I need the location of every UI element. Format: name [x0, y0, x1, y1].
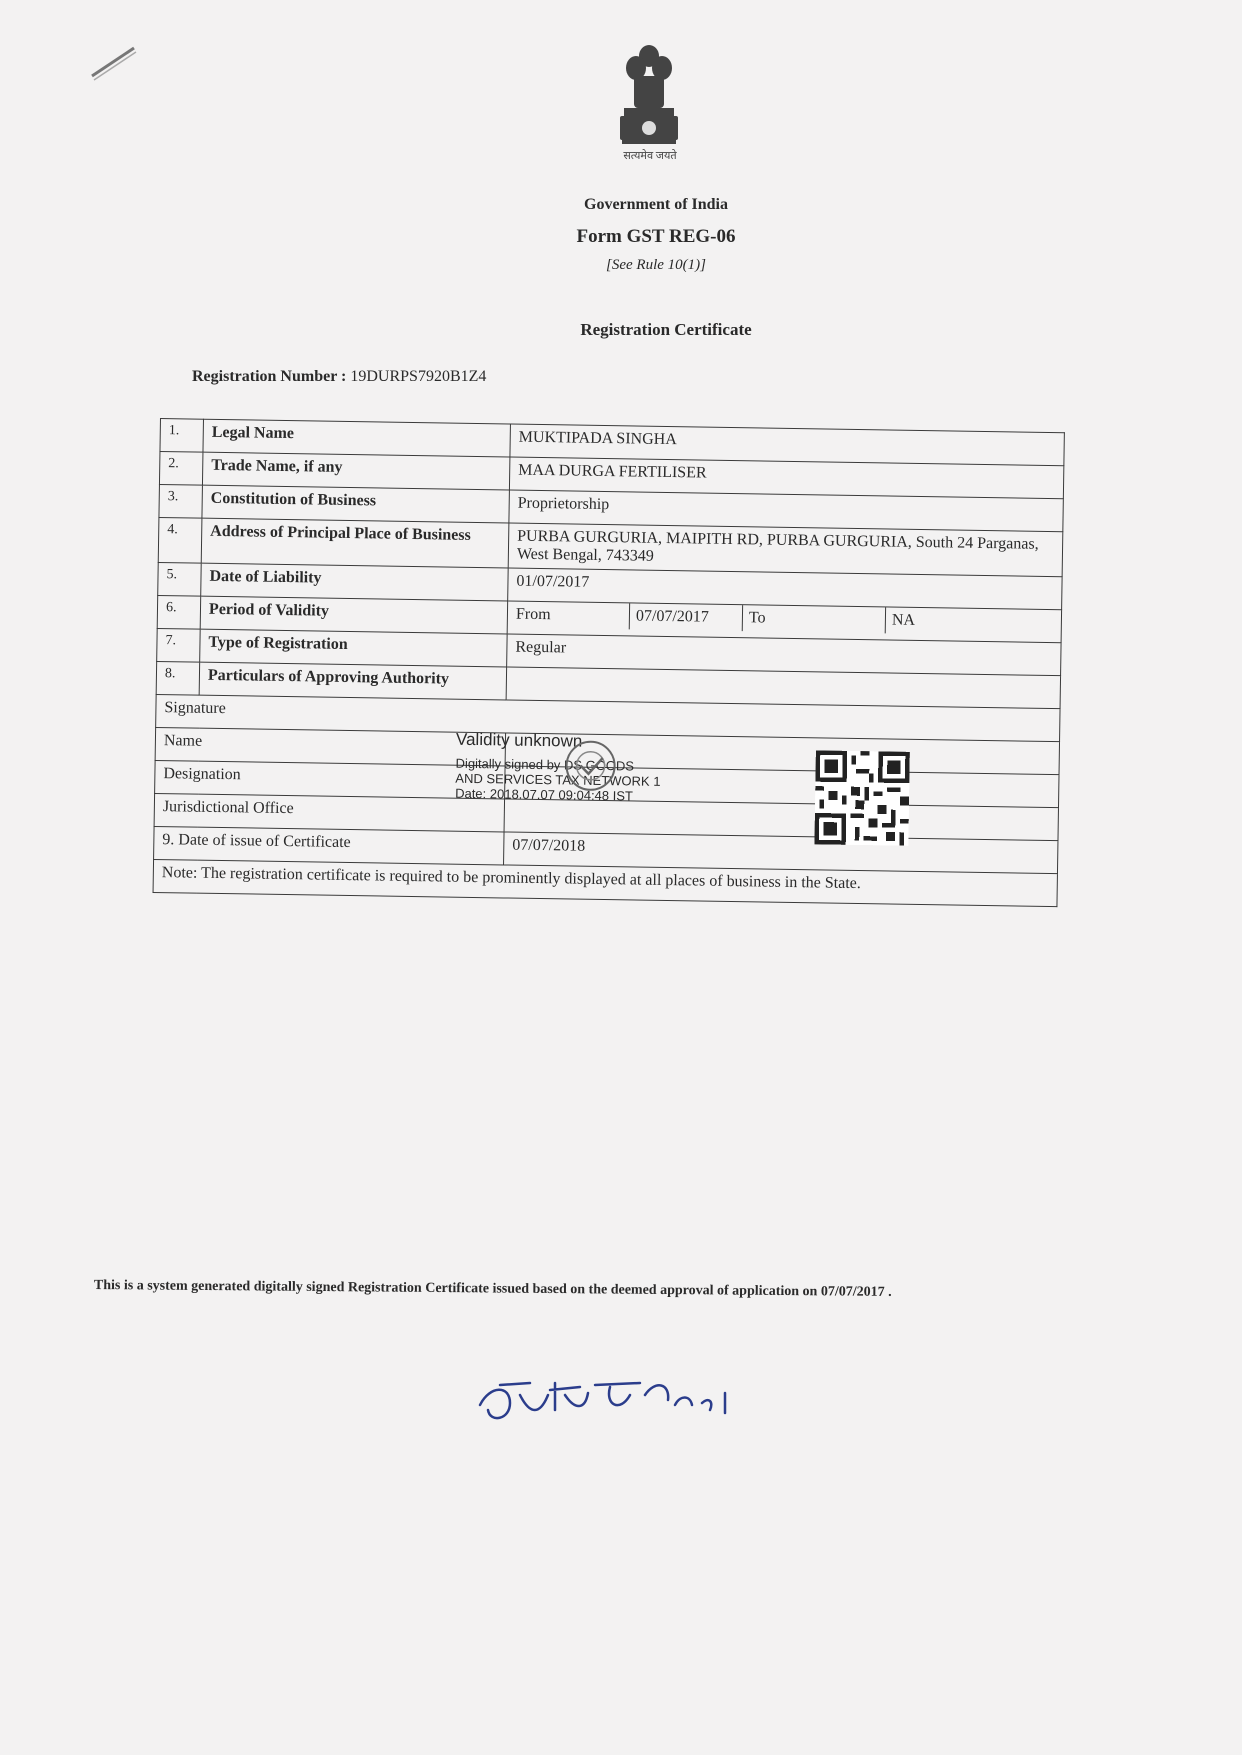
registration-number-value: 19DURPS7920B1Z4	[350, 368, 487, 385]
signature-label: Signature	[164, 699, 226, 718]
staple-mark-icon	[88, 42, 140, 82]
row-label: Constitution of Business	[202, 485, 509, 523]
validity-to-label: To	[743, 605, 886, 633]
row-value: PURBA GURGURIA, MAIPITH RD, PURBA GURGURIA, South 24 Parganas, West Bengal, 743349	[508, 523, 1063, 577]
signature-line-3: Date: 2018.07.07 09:04:48 IST	[455, 785, 634, 804]
national-emblem-icon	[614, 42, 684, 162]
row-number: 8.	[156, 661, 200, 695]
row-label: Type of Registration	[200, 629, 507, 667]
registration-number-label: Registration Number :	[192, 368, 347, 385]
digital-seal-icon	[560, 735, 621, 796]
row-value: 01/07/2017	[508, 568, 1062, 610]
form-title: Form GST REG-06	[576, 226, 736, 247]
government-title: Government of India	[584, 196, 728, 213]
row-number: 4.	[158, 517, 202, 563]
row-value: MUKTIPADA SINGHA	[510, 424, 1064, 466]
signature-validity: Validity unknown	[455, 729, 583, 751]
row-value: MAA DURGA FERTILISER	[509, 457, 1063, 499]
system-generated-footer: This is a system generated digitally signed Registration Certificate issued based on the deemed approval of application on 07/07/2017 .	[93, 1278, 892, 1300]
validity-from-label: From	[508, 601, 630, 629]
certificate-title: Registration Certificate	[580, 320, 752, 339]
certificate-table	[153, 418, 1065, 907]
row-number: 3.	[159, 484, 203, 518]
row-value: Regular	[507, 634, 1061, 676]
rule-reference: [See Rule 10(1)]	[606, 257, 706, 273]
digital-signature	[455, 730, 661, 804]
qr-code-icon	[814, 750, 909, 845]
row-number: 5.	[158, 562, 202, 596]
row-value: Proprietorship	[509, 490, 1063, 532]
handwritten-signature	[470, 1365, 770, 1435]
designation-label: Designation	[155, 760, 505, 798]
name-label: Name	[155, 727, 505, 765]
jurisdictional-office-label: Jurisdictional Office	[154, 793, 504, 831]
row-number: 1.	[160, 419, 204, 453]
row-label: Legal Name	[203, 419, 510, 457]
row-label: Address of Principal Place of Business	[201, 518, 509, 568]
signature-line-1: Digitally signed by DS GOODS	[455, 755, 635, 774]
row-label: Trade Name, if any	[202, 452, 509, 490]
row-number: 7.	[157, 628, 201, 662]
row-label: Period of Validity	[200, 596, 507, 634]
row-label: Particulars of Approving Authority	[199, 662, 506, 700]
registration-number	[192, 368, 486, 386]
signature-line-2: AND SERVICES TAX NETWORK 1	[455, 770, 661, 789]
row-number: 6.	[157, 595, 201, 629]
certificate-form	[153, 418, 1065, 907]
validity-from-value: 07/07/2017	[630, 603, 743, 631]
issue-date-label: 9. Date of issue of Certificate	[154, 826, 504, 864]
row-number: 2.	[159, 452, 203, 486]
issue-date-value: 07/07/2018	[504, 832, 1058, 874]
row-label: Date of Liability	[201, 563, 508, 601]
certificate-note: Note: The registration certificate is required to be prominently displayed at all places of business in the State.	[153, 859, 1057, 906]
validity-to-value: NA	[891, 611, 916, 629]
national-motto: सत्यमेव जयते	[623, 150, 677, 162]
